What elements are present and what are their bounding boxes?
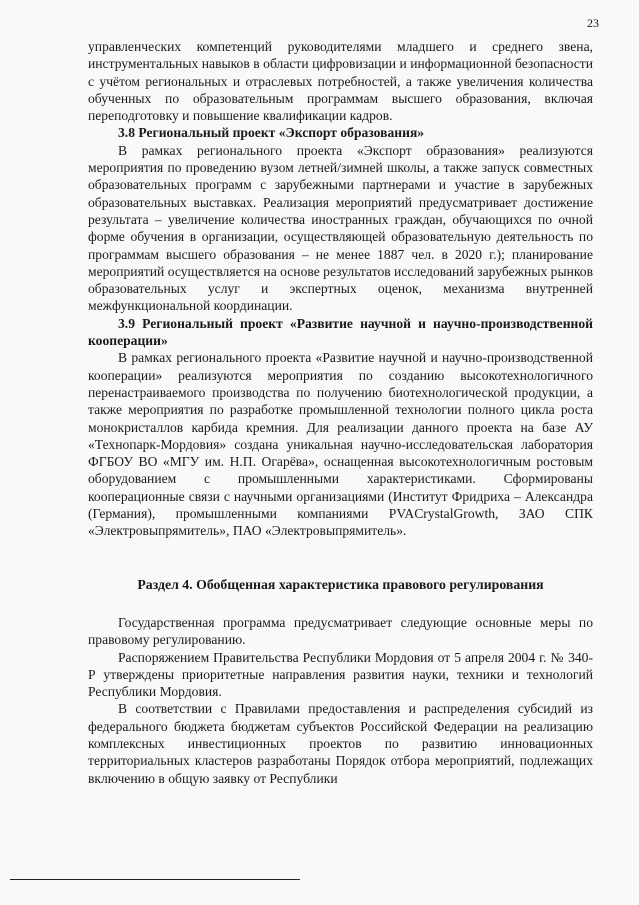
paragraph-legal-measures: Государственная программа предусматривает следующие основные меры по правовому регулированию. [88,614,593,648]
page-number: 23 [587,16,599,30]
paragraph-science-cooperation: В рамках регионального проекта «Развитие научной и научно-производственной кооперации» реализуются мероприятия по созданию высокотехнологичного перенастраиваемого производства по получению биотехнологической продукции, а также мероприятия по разработке промышленной технологии полного цикла роста монокристаллов карбида кремния. Для реализации данного проекта на базе АУ «Технопарк-Мордовия» создана уникальная научно-исследовательская лаборатория ФГБОУ ВО «МГУ им. Н.П. Огарёва», оснащенная высокотехнологичным ростовым оборудованием с промышленными характеристиками. Сформированы кооперационные связи с научными организациями (Институт Фридриха – Александра (Германия), промышленными компаниями PVACrystalGrowth, ЗАО СПК «Электровыпрямитель», ПАО «Электровыпрямитель». [88,350,593,539]
page-body [88,38,593,787]
heading-export-education: 3.8 Региональный проект «Экспорт образования» [118,125,425,141]
paragraph-subsidy-rules: В соответствии с Правилами предоставления и распределения субсидий из федерального бюджета бюджетам субъектов Российской Федерации на реализацию комплексных инвестиционных проектов по развитию инновационных территориальных кластеров разработаны Порядок отбора мероприятий, подлежащих включению в общую заявку от Республики [88,701,593,786]
section-4-title: Раздел 4. Обобщенная характеристика правового регулирования [137,576,544,592]
paragraph-export-education: В рамках регионального проекта «Экспорт образования» реализуются мероприятия по проведению вузом летней/зимней школы, а также запуск совместных образовательных программ с зарубежными партнерами и участие в зарубежных образовательных выставках. Реализация мероприятий предусматривает достижение результата – увеличение количества иностранных граждан, обучающихся по очной форме обучения в организации, осуществляющей образовательную деятельность по программам высшего образования – не менее 1887 чел. в 2020 г.); планирование мероприятий осуществляется на основе результатов исследований зарубежных рынков образовательных услуг и экспертных оценок, механизма внутренней межфункциональной координации. [88,142,593,314]
paragraph-competencies: управленческих компетенций руководителями младшего и среднего звена, инструментальных навыков в области цифровизации и информационной безопасности с учётом региональных и отраслевых потребностей, а также увеличения количества обученных по образовательным программам высшего образования, включая переподготовку и повышение квалификации кадров. [88,39,593,124]
heading-science-cooperation: 3.9 Региональный проект «Развитие научной и научно-производственной кооперации» [88,315,593,349]
paragraph-government-order: Распоряжением Правительства Республики Мордовия от 5 апреля 2004 г. № 340-Р утверждены приоритетные направления развития науки, техники и технологий Республики Мордовия. [88,649,593,700]
footnote-separator [10,879,300,880]
